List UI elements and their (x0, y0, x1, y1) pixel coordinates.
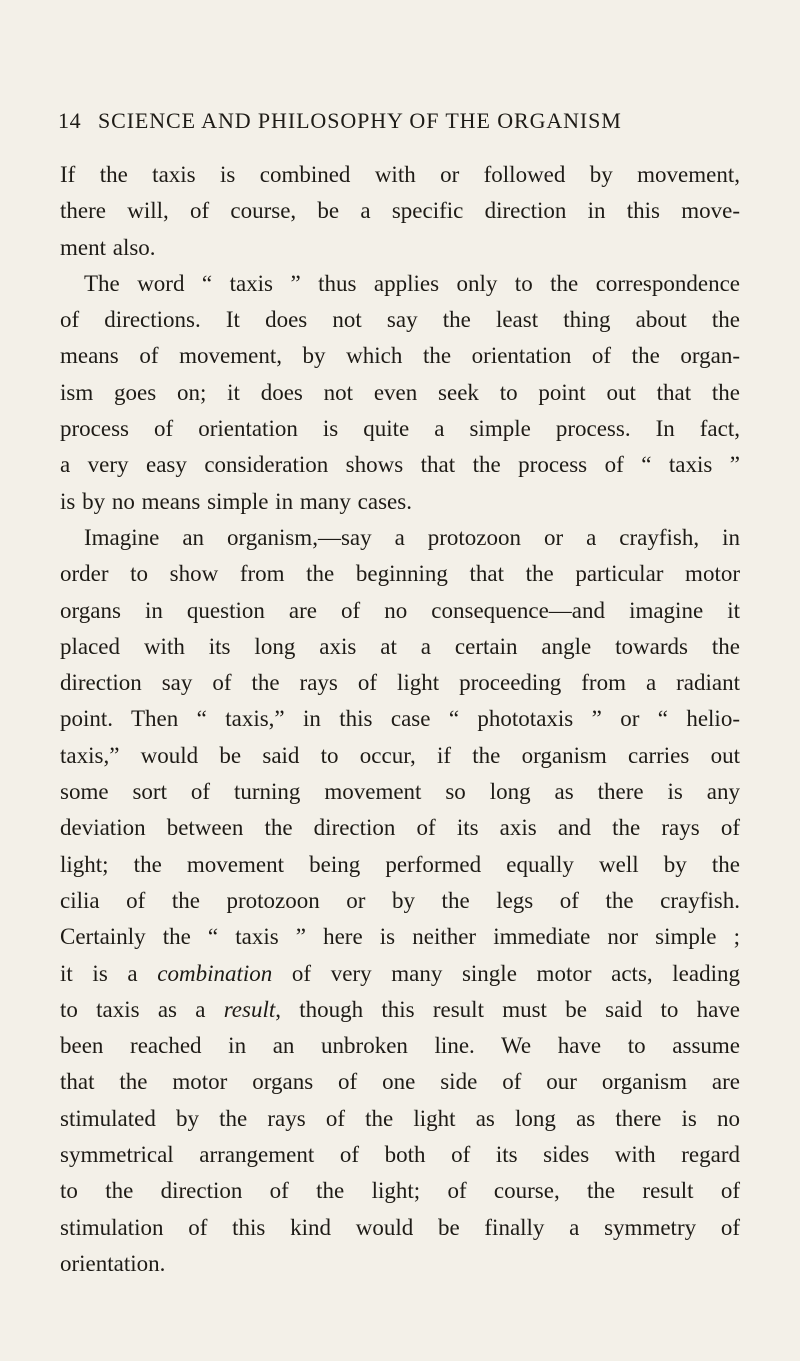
text-line: is by no means simple in many cases. (60, 488, 412, 514)
text-line: ism goes on; it does not even seek to point out that the (60, 379, 740, 405)
text-line: Certainly the “ taxis ” here is neither immediate nor simple ; (60, 924, 740, 950)
text-line: stimulated by the rays of the light as long as there is no (60, 1105, 740, 1131)
body-text (60, 157, 740, 1282)
text-line: orientation. (60, 1250, 166, 1276)
text-line: that the motor organs of one side of our organism are (60, 1069, 740, 1095)
running-title: SCIENCE AND PHILOSOPHY OF THE ORGANISM (98, 108, 622, 133)
running-head (58, 108, 738, 134)
text-line: to the direction of the light; of course, the result of (60, 1178, 740, 1204)
text-line: a very easy consideration shows that the process of “ taxis ” (60, 452, 740, 478)
text-line: stimulation of this kind would be finally a symmetry of (60, 1214, 740, 1240)
text-run: it is a (60, 960, 158, 986)
text-line: light; the movement being performed equally well by the (60, 851, 740, 877)
emphasis: combination (157, 960, 273, 986)
text-run: to taxis as a (60, 996, 224, 1022)
text-line: Imagine an organism,—say a protozoon or a crayfish, in (84, 524, 740, 550)
text-line: The word “ taxis ” thus applies only to the correspondence (84, 270, 740, 296)
text-line: organs in question are of no consequence—and imagine it (60, 597, 740, 623)
text-line: direction say of the rays of light proceeding from a radiant (60, 670, 740, 696)
text-line: placed with its long axis at a certain angle towards the (60, 633, 740, 659)
text-line: means of movement, by which the orientation of the organ- (60, 343, 740, 369)
text-line: order to show from the beginning that the particular motor (60, 561, 740, 587)
emphasis: result (223, 996, 276, 1022)
text-line: symmetrical arrangement of both of its sides with regard (60, 1142, 740, 1168)
text-run: of very many single motor acts, leading (272, 960, 740, 986)
text-run: , though this result must be said to have (275, 996, 741, 1022)
text-line: been reached in an unbroken line. We have to assume (60, 1033, 740, 1059)
text-line: cilia of the protozoon or by the legs of the crayfish. (60, 887, 740, 913)
text-line (60, 956, 740, 992)
text-line: there will, of course, be a specific direction in this move- (60, 198, 740, 224)
text-line: some sort of turning movement so long as there is any (60, 779, 740, 805)
text-line: If the taxis is combined with or followed by movement, (60, 162, 740, 187)
page-number: 14 (58, 108, 82, 133)
text-line: deviation between the direction of its axis and the rays of (60, 815, 740, 841)
text-line: process of orientation is quite a simple process. In fact, (60, 416, 740, 442)
text-line: ment also. (60, 234, 156, 260)
text-line: point. Then “ taxis,” in this case “ phototaxis ” or “ helio- (60, 706, 740, 732)
text-line: taxis,” would be said to occur, if the organism carries out (60, 742, 740, 768)
text-line (60, 992, 740, 1028)
text-line: of directions. It does not say the least thing about the (60, 307, 740, 333)
